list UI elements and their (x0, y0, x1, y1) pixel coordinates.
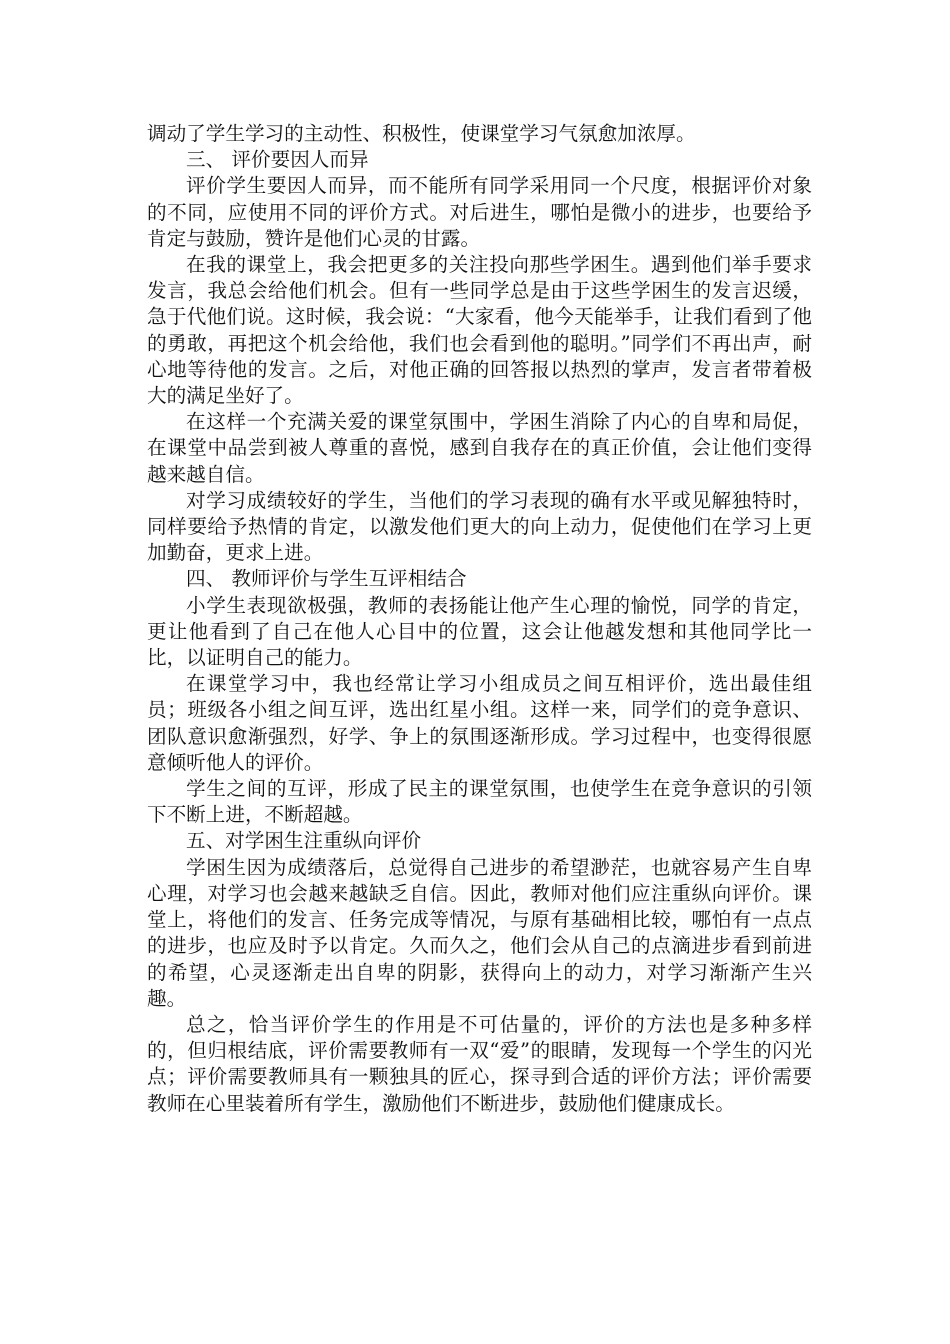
section-heading: 五、对学困生注重纵向评价 (186, 829, 422, 853)
paragraph: 对学习成绩较好的学生，当他们的学习表现的确有水平或见解独特时，同样要给予热情的肯定，以激发他们更大的向上动力，促使他们在学习上更加勤奋，更求上进。 (147, 488, 812, 565)
paragraph: 总之，恰当评价学生的作用是不可估量的，评价的方法也是多种多样的，但归根结底，评价需要教师有一双“爱”的眼睛，发现每一个学生的闪光点；评价需要教师具有一颗独具的匠心，探寻到合适的评价方法；评价需要教师在心里装着所有学生，激励他们不断进步，鼓励他们健康成长。 (147, 1012, 812, 1115)
document-body (147, 121, 812, 1117)
paragraph: 在这样一个充满关爱的课堂氛围中，学困生消除了内心的自卑和局促，在课堂中品尝到被人尊重的喜悦，感到自我存在的真正价值，会让他们变得越来越自信。 (147, 410, 812, 486)
paragraph: 小学生表现欲极强，教师的表扬能让他产生心理的愉悦，同学的肯定，更让他看到了自己在他人心目中的位置，这会让他越发想和其他同学比一比，以证明自己的能力。 (147, 593, 812, 670)
paragraph: 学困生因为成绩落后，总觉得自己进步的希望渺茫，也就容易产生自卑心理，对学习也会越来越缺乏自信。因此，教师对他们应注重纵向评价。课堂上，将他们的发言、任务完成等情况，与原有基础相比较，哪怕有一点点的进步，也应及时予以肯定。久而久之，他们会从自己的点滴进步看到前进的希望，心灵逐渐走出自卑的阴影，获得向上的动力，对学习渐渐产生兴趣。 (147, 855, 812, 1010)
paragraph: 在我的课堂上，我会把更多的关注投向那些学困生。遇到他们举手要求发言，我总会给他们机会。但有一些同学总是由于这些学困生的发言迟缓，急于代他们说。这时候，我会说：“大家看，他今天能举手，让我们看到了他的勇敢，再把这个机会给他，我们也会看到他的聪明。”同学们不再出声，耐心地等待他的发言。之后，对他正确的回答报以热烈的掌声，发言者带着极大的满足坐好了。 (147, 253, 812, 408)
paragraph: 在课堂学习中，我也经常让学习小组成员之间互相评价，选出最佳组员；班级各小组之间互评，选出红星小组。这样一来，同学们的竞争意识、团队意识愈渐强烈，好学、争上的氛围逐渐形成。学习过程中，也变得很愿意倾听他人的评价。 (147, 672, 812, 774)
paragraph: 调动了学生学习的主动性、积极性，使课堂学习气氛愈加浓厚。 (147, 122, 696, 145)
section-heading: 三、 评价要因人而异 (186, 148, 369, 172)
section-heading: 四、 教师评价与学生互评相结合 (186, 567, 467, 591)
paragraph: 学生之间的互评，形成了民主的课堂氛围，也使学生在竞争意识的引领下不断上进，不断超越。 (147, 777, 812, 827)
paragraph: 评价学生要因人而异，而不能所有同学采用同一个尺度，根据评价对象的不同，应使用不同的评价方式。对后进生，哪怕是微小的进步，也要给予肯定与鼓励，赞许是他们心灵的甘露。 (147, 174, 812, 250)
